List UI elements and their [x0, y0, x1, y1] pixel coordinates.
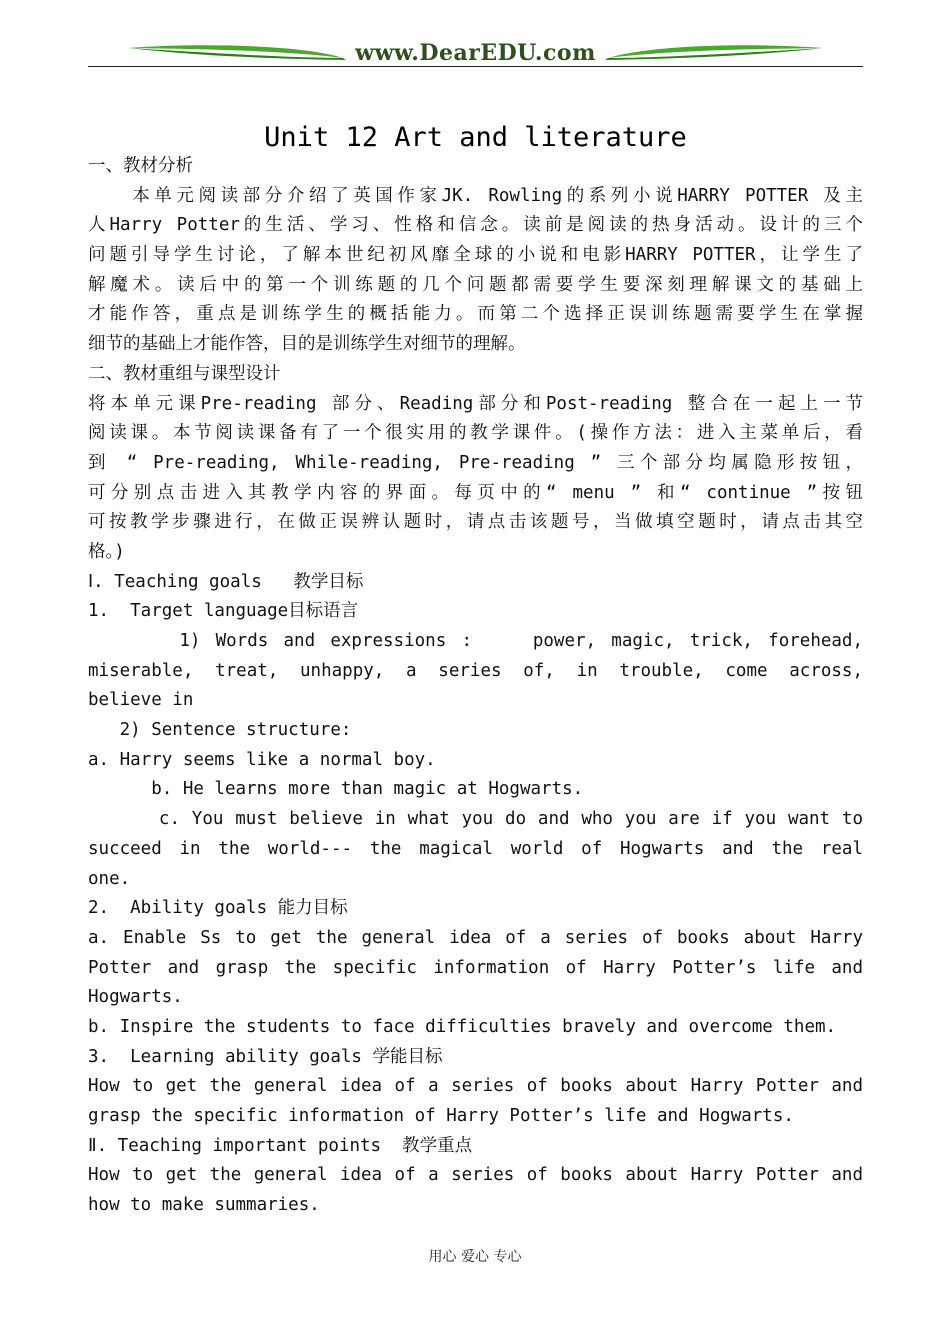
paragraph-line: Potter and grasp the specific information of Harry Potter’s life and	[88, 957, 863, 978]
paragraph-line: 才能作答，重点是训练学生的概括能力。而第二个选择正误训练题需要学生在掌握	[88, 304, 863, 325]
paragraph-line: 格。)	[88, 541, 125, 562]
heading-teaching-goals: Ⅰ. Teaching goals 教学目标	[88, 571, 364, 592]
paragraph-line: 到 “ Pre-reading, While-reading, Pre-reading ” 三个部分均属隐形按钮，	[88, 452, 863, 473]
paragraph-line: 本单元阅读部分介绍了英国作家JK. Rowling的系列小说HARRY POTTER 及主	[88, 185, 863, 206]
subheading-learning-ability-goals: 3. Learning ability goals 学能目标	[88, 1046, 443, 1067]
list-item: c. You must believe in what you do and who you are if you want to	[88, 809, 863, 830]
heading-section-1: 一、教材分析	[88, 156, 193, 176]
paragraph-line: 将本单元课Pre-reading 部分、Reading部分和Post-reading 整合在一起上一节	[88, 393, 863, 414]
paragraph-line: 可按教学步骤进行，在做正误辨认题时，请点击该题号，当做填空题时，请点击其空	[88, 512, 863, 533]
paragraph-line: 阅读课。本节阅读课备有了一个很实用的教学课件。(操作方法：进入主菜单后，看	[88, 423, 863, 444]
page-title: Unit 12 Art and literature	[264, 122, 687, 153]
paragraph-line: 人Harry Potter的生活、学习、性格和信念。读前是阅读的热身活动。设计的三个	[88, 215, 863, 236]
paragraph-line: 问题引导学生讨论，了解本世纪初风靡全球的小说和电影HARRY POTTER，让学生了	[88, 245, 863, 266]
paragraph-line: How to get the general idea of a series of books about Harry Potter and	[88, 1076, 863, 1097]
subheading-target-language: 1. Target language目标语言	[88, 601, 359, 622]
paragraph-line: Hogwarts.	[88, 987, 183, 1008]
paragraph-line: 可分别点击进入其教学内容的界面。每页中的“ menu ” 和“ continue ”按钮	[88, 482, 863, 503]
page-footer: 用心 爱心 专心	[428, 1249, 522, 1265]
list-item: b. Inspire the students to face difficulties bravely and overcome them.	[88, 1016, 837, 1037]
paragraph-line: believe in	[88, 690, 194, 711]
paragraph-line: 解魔术。读后中的第一个训练题的几个问题都需要学生要深刻理解课文的基础上	[88, 274, 863, 295]
site-logo[interactable]: www.DearEDU.com	[355, 40, 596, 66]
paragraph-line: miserable, treat, unhappy, a series of, in trouble, come across,	[88, 660, 863, 681]
subheading-ability-goals: 2. Ability goals 能力目标	[88, 898, 348, 919]
subheading-sentence-structure: 2) Sentence structure:	[88, 720, 352, 741]
list-item: b. He learns more than magic at Hogwarts.	[88, 779, 584, 800]
paragraph-line: succeed in the world--- the magical world of Hogwarts and the real	[88, 838, 863, 859]
paragraph-line: How to get the general idea of a series of books about Harry Potter and	[88, 1165, 863, 1186]
list-item: a. Harry seems like a normal boy.	[88, 749, 436, 770]
paragraph-line: 细节的基础上才能作答，目的是训练学生对细节的理解。	[88, 334, 526, 355]
paragraph-line: how to make summaries.	[88, 1195, 320, 1216]
list-item: a. Enable Ss to get the general idea of a series of books about Harry	[88, 927, 863, 948]
heading-section-2: 二、教材重组与课型设计	[88, 363, 281, 384]
heading-important-points: Ⅱ. Teaching important points 教学重点	[88, 1135, 473, 1156]
paragraph-line: 1) Words and expressions : power, magic, trick, forehead,	[88, 631, 863, 651]
header-rule	[88, 66, 863, 67]
paragraph-line: grasp the specific information of Harry Potter’s life and Hogwarts.	[88, 1106, 794, 1126]
document-body	[88, 152, 863, 1221]
paragraph-line: one.	[88, 868, 131, 889]
